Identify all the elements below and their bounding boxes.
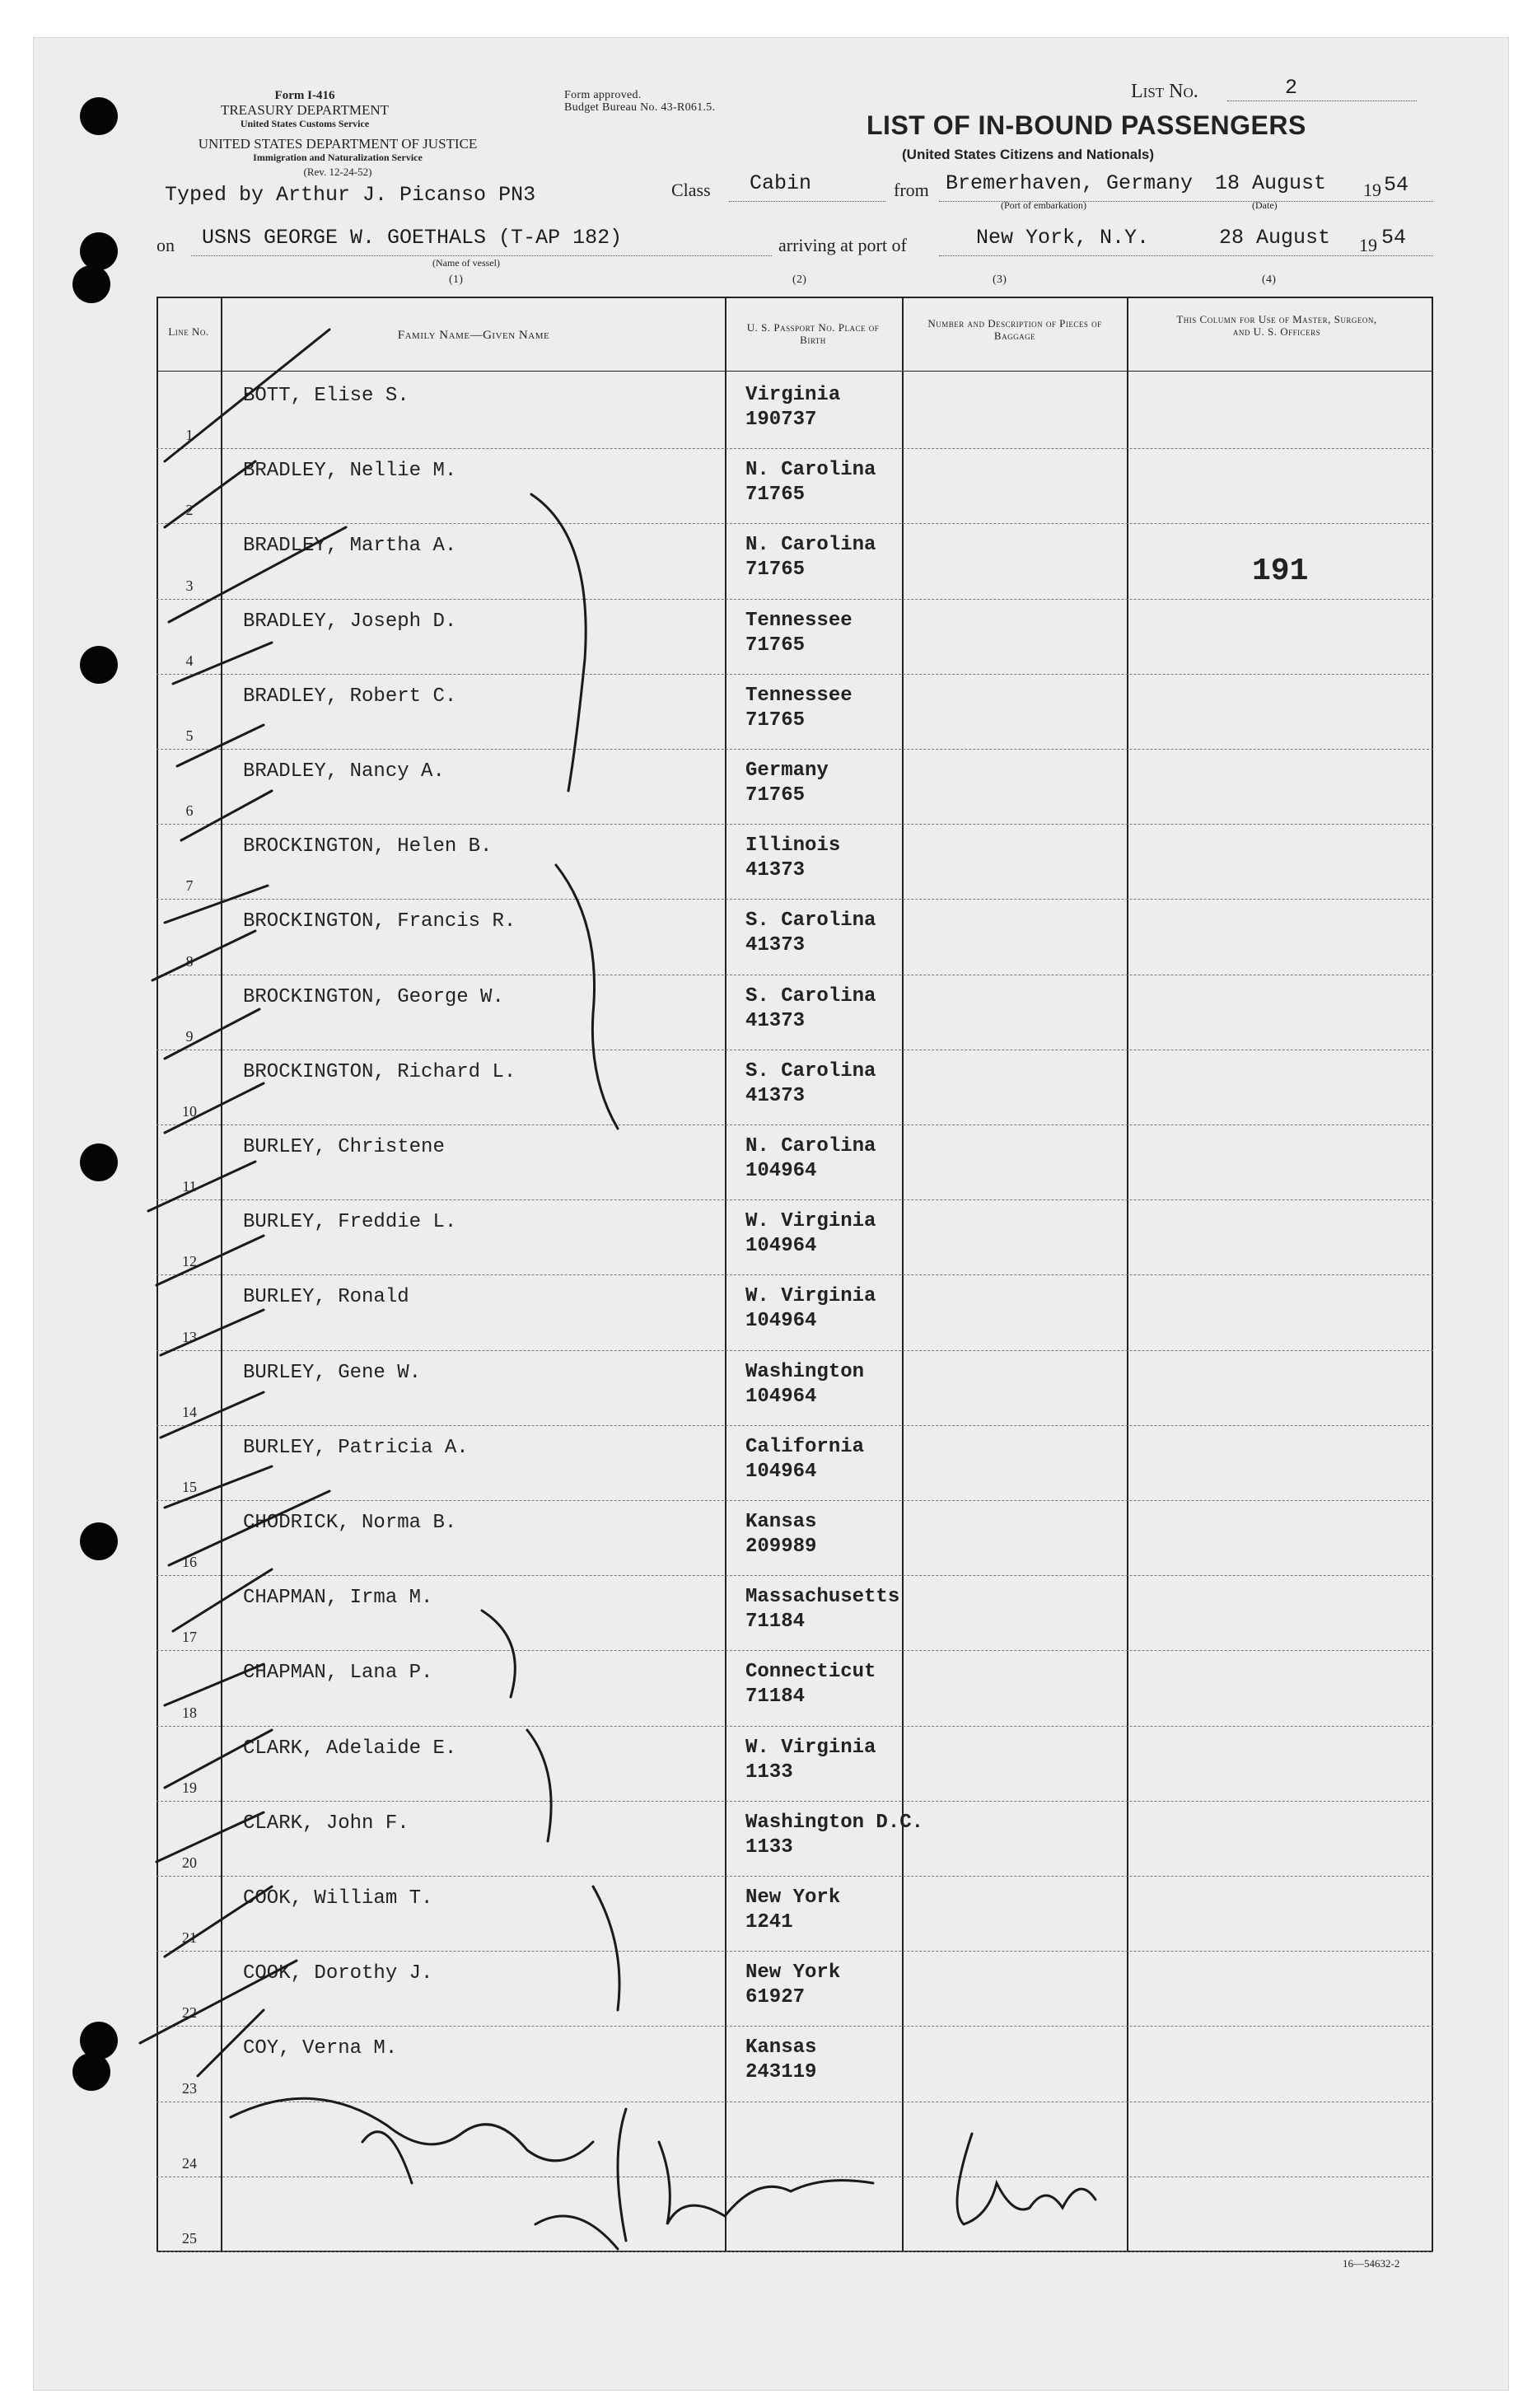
line-number: 5 xyxy=(185,727,194,744)
passenger-name: BRADLEY, Martha A. xyxy=(243,535,457,558)
checkmark-row-7 xyxy=(165,886,268,923)
line-number: 7 xyxy=(185,877,194,895)
from-year: 54 xyxy=(1384,173,1409,197)
checkmark-row-21 xyxy=(165,1887,272,1957)
checkmark-row-8 xyxy=(152,931,255,980)
passenger-name: BROCKINGTON, Helen B. xyxy=(243,835,493,858)
arrival-year: 54 xyxy=(1381,226,1407,250)
header-line-no: Line No. xyxy=(168,325,209,338)
birth-place: Kansas xyxy=(745,2036,817,2060)
line-number: 14 xyxy=(182,1403,197,1420)
passenger-name: BRADLEY, Joseph D. xyxy=(243,610,457,633)
birth-place: Washington xyxy=(745,1360,865,1383)
line-number: 10 xyxy=(182,1103,197,1120)
passport-number: 1133 xyxy=(745,1835,793,1859)
checkmark-row-17 xyxy=(173,1569,272,1631)
justice-department: UNITED STATES DEPARTMENT OF JUSTICE xyxy=(198,136,478,152)
checkmark-row-5 xyxy=(177,725,264,766)
passport-number: 104964 xyxy=(745,1235,817,1258)
bracket-brockington xyxy=(556,865,618,1129)
birth-place: Germany xyxy=(745,760,829,782)
passenger-name: BURLEY, Ronald xyxy=(243,1286,409,1309)
bracket-clark xyxy=(527,1730,551,1841)
checkmark-row-6 xyxy=(181,791,272,840)
passport-number: 104964 xyxy=(745,1460,817,1483)
checkmark-row-11 xyxy=(148,1162,255,1211)
line-number: 8 xyxy=(185,952,194,970)
passport-number: 41373 xyxy=(745,1009,806,1032)
class-value: Cabin xyxy=(750,171,812,195)
line-number: 17 xyxy=(182,1629,197,1646)
line-number: 20 xyxy=(182,1854,197,1871)
birth-place: S. Carolina xyxy=(745,1059,876,1082)
list-number: 2 xyxy=(1285,76,1298,100)
header-officers: This Column for Use of Master, Surgeon, and U. S. Officers xyxy=(1176,313,1377,338)
list-subtitle: (United States Citizens and Nationals) xyxy=(902,147,1155,162)
line-number: 16 xyxy=(182,1554,197,1571)
checkmark-row-3 xyxy=(169,527,346,622)
passenger-name: CHODRICK, Norma B. xyxy=(243,1512,457,1534)
col-marker-3: (3) xyxy=(993,274,1007,286)
checkmark-row-13 xyxy=(161,1310,264,1355)
passenger-name: BROCKINGTON, George W. xyxy=(243,985,504,1008)
list-number-label: List No. xyxy=(1131,81,1198,102)
line-number: 19 xyxy=(182,1779,197,1796)
arrival-port: New York, N.Y. xyxy=(976,226,1150,250)
passport-number: 61927 xyxy=(745,1986,806,2009)
budget-text: Budget Bureau No. 43-R061.5. xyxy=(564,101,716,114)
line-number: 11 xyxy=(182,1178,197,1195)
officer-stamp-number: 191 xyxy=(1252,554,1309,589)
on-label: on xyxy=(157,235,175,255)
passenger-name: COY, Verna M. xyxy=(243,2037,398,2060)
from-port: Bremerhaven, Germany xyxy=(946,171,1194,195)
passenger-name: BURLEY, Christene xyxy=(243,1136,445,1158)
birth-place: N. Carolina xyxy=(745,534,876,557)
birth-place: S. Carolina xyxy=(745,984,876,1008)
passenger-name: CLARK, Adelaide E. xyxy=(243,1737,457,1760)
passport-number: 71765 xyxy=(745,784,806,807)
approved-text: Form approved. xyxy=(564,89,642,101)
passenger-name: COOK, William T. xyxy=(243,1887,433,1910)
line-number: 9 xyxy=(185,1027,194,1045)
passenger-name: CLARK, John F. xyxy=(243,1812,409,1835)
checkmark-row-15 xyxy=(165,1466,272,1508)
birth-place: Kansas xyxy=(745,1511,817,1533)
passport-number: 71765 xyxy=(745,484,806,507)
arrival-date: 28 August xyxy=(1219,226,1331,250)
passenger-name: BROCKINGTON, Francis R. xyxy=(243,910,516,933)
signature-scribble-2 xyxy=(957,2134,1096,2224)
treasury-department: TREASURY DEPARTMENT xyxy=(220,102,390,118)
birth-place: N. Carolina xyxy=(745,1135,876,1157)
bracket-cook xyxy=(593,1887,619,2010)
passenger-name: BROCKINGTON, Richard L. xyxy=(243,1060,516,1083)
checkmark-row-2 xyxy=(165,461,255,527)
form-number: Form I-416 xyxy=(274,89,335,102)
header-baggage: Number and Description of Pieces of Baggage xyxy=(927,317,1102,342)
passenger-name: CHAPMAN, Irma M. xyxy=(243,1587,433,1610)
birth-place: W. Virginia xyxy=(745,1736,876,1759)
line-number: 3 xyxy=(185,577,194,594)
birth-place: New York xyxy=(745,1961,841,1985)
passenger-name: BRADLEY, Nancy A. xyxy=(243,760,445,783)
passport-number: 41373 xyxy=(745,934,806,957)
passenger-name: CHAPMAN, Lana P. xyxy=(243,1662,433,1685)
header-name: Family Name—Given Name xyxy=(397,329,550,342)
passenger-name: BRADLEY, Robert C. xyxy=(243,685,457,708)
passport-number: 190737 xyxy=(745,409,817,431)
line-number: 6 xyxy=(185,802,194,820)
birth-place: Washington D.C. xyxy=(745,1811,924,1834)
birth-place: W. Virginia xyxy=(745,1285,876,1308)
birth-place: Tennessee xyxy=(745,609,853,632)
line-number: 25 xyxy=(182,2230,197,2247)
passport-number: 1241 xyxy=(745,1911,793,1933)
bracket-bradley xyxy=(531,494,586,791)
passenger-name: BURLEY, Patricia A. xyxy=(243,1436,469,1459)
checkmark-row-22 xyxy=(140,1961,297,2043)
passport-number: 243119 xyxy=(745,2061,817,2084)
birth-place: Connecticut xyxy=(745,1661,876,1684)
checkmark-row-20 xyxy=(157,1812,264,1862)
line-number: 18 xyxy=(182,1704,197,1721)
checkmark-row-9 xyxy=(165,1009,259,1059)
arrival-year-prefix: 19 xyxy=(1359,235,1377,255)
typed-by: Typed by Arthur J. Picanso PN3 xyxy=(165,183,536,207)
line-number: 21 xyxy=(182,1929,197,1947)
passport-number: 104964 xyxy=(745,1160,817,1182)
line-number: 4 xyxy=(185,652,194,669)
header-passport: U. S. Passport No. Place of Birth xyxy=(746,321,880,346)
birth-place: Virginia xyxy=(745,384,841,406)
line-number: 24 xyxy=(182,2154,197,2172)
passport-number: 1133 xyxy=(745,1760,793,1784)
checkmark-row-10 xyxy=(165,1083,264,1133)
from-year-prefix: 19 xyxy=(1363,180,1381,200)
date-caption: (Date) xyxy=(1252,199,1278,211)
signature-scribble-1 xyxy=(231,2098,873,2249)
line-number: 23 xyxy=(182,2079,197,2097)
birth-place: New York xyxy=(745,1887,841,1909)
passport-number: 71765 xyxy=(745,559,806,582)
birth-place: California xyxy=(745,1435,865,1458)
customs-service: United States Customs Service xyxy=(240,118,370,129)
port-embark-caption: (Port of embarkation) xyxy=(1001,199,1086,211)
passenger-name: BURLEY, Gene W. xyxy=(243,1361,422,1384)
passport-number: 209989 xyxy=(745,1536,817,1558)
from-label: from xyxy=(894,180,929,200)
ins-label: Immigration and Naturalization Service xyxy=(253,152,423,163)
vessel-caption: (Name of vessel) xyxy=(432,257,500,269)
birth-place: Tennessee xyxy=(745,684,853,707)
passenger-name: COOK, Dorothy J. xyxy=(243,1962,433,1985)
checkmark-row-23 xyxy=(198,2010,264,2076)
footer-code: 16—54632-2 xyxy=(1343,2257,1400,2270)
line-number: 15 xyxy=(182,1479,197,1495)
class-label: Class xyxy=(671,180,711,200)
checkmark-row-1 xyxy=(165,330,329,461)
passport-number: 71765 xyxy=(745,708,806,732)
birth-place: W. Virginia xyxy=(745,1210,876,1233)
passenger-name: BRADLEY, Nellie M. xyxy=(243,460,457,483)
col-marker-2: (2) xyxy=(792,274,807,286)
bracket-chapman xyxy=(482,1611,515,1697)
line-number: 22 xyxy=(182,2004,197,2022)
checkmark-row-16 xyxy=(169,1491,329,1565)
checkmark-row-18 xyxy=(165,1664,264,1705)
checkmark-row-14 xyxy=(161,1392,264,1438)
passport-number: 104964 xyxy=(745,1385,817,1408)
passport-number: 71184 xyxy=(745,1686,806,1709)
passenger-name: BOTT, Elise S. xyxy=(243,385,409,407)
passport-number: 41373 xyxy=(745,859,806,882)
col-marker-4: (4) xyxy=(1262,274,1277,286)
line-number: 12 xyxy=(182,1253,197,1270)
from-date: 18 August xyxy=(1215,171,1327,195)
vessel-name: USNS GEORGE W. GOETHALS (T-AP 182) xyxy=(202,226,623,250)
birth-place: Illinois xyxy=(745,835,841,858)
line-number: 1 xyxy=(185,427,194,444)
line-number: 2 xyxy=(185,502,194,519)
passport-number: 71765 xyxy=(745,634,806,657)
col-marker-1: (1) xyxy=(449,274,464,286)
revision: (Rev. 12-24-52) xyxy=(303,166,372,178)
passenger-name: BURLEY, Freddie L. xyxy=(243,1211,457,1234)
checkmark-row-12 xyxy=(157,1236,264,1285)
birth-place: S. Carolina xyxy=(745,909,876,933)
checkmark-row-4 xyxy=(173,643,272,684)
arriving-label: arriving at port of xyxy=(778,235,907,255)
birth-place: N. Carolina xyxy=(745,459,876,482)
birth-place: Massachusetts xyxy=(745,1586,900,1609)
passport-number: 41373 xyxy=(745,1084,806,1107)
passport-number: 71184 xyxy=(745,1611,806,1634)
passport-number: 104964 xyxy=(745,1310,817,1333)
line-number: 13 xyxy=(182,1328,197,1345)
list-title: LIST OF IN-BOUND PASSENGERS xyxy=(867,110,1306,140)
checkmark-row-19 xyxy=(165,1730,272,1788)
